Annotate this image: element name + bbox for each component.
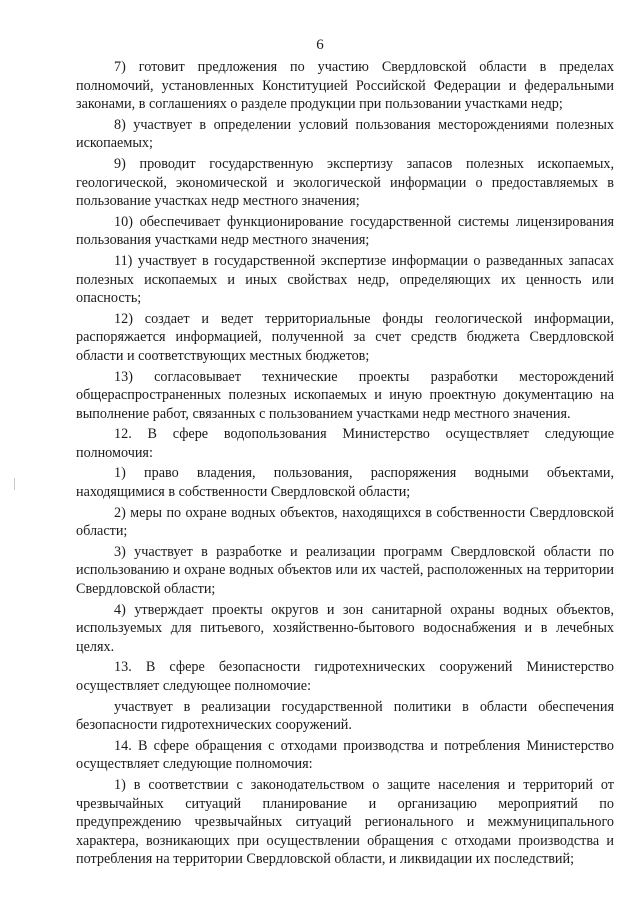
paragraph-item-9: 9) проводит государственную экспертизу запасов полезных ископаемых, геологической, экономической и экологической информации о предоставляемых в пользование участках недр местного значения; — [76, 155, 614, 210]
section-13-heading: 13. В сфере безопасности гидротехнических сооружений Министерство осуществляет следующее полномочие: — [76, 659, 614, 694]
paragraph-water-1: 1) право владения, пользования, распоряжения водными объектами, находящимися в собственности Свердловской области; — [76, 465, 614, 501]
paragraph-item-7: 7) готовит предложения по участию Свердловской области в пределах полномочий, установленных Конституцией Российской Федерации и федеральными законами, в соглашениях о разделе продукции при пользовании участками недр; — [76, 59, 614, 113]
paragraph-item-10: 10) обеспечивает функционирование государственной системы лицензирования пользования участками недр местного значения; — [76, 213, 614, 249]
paragraph-item-11: 11) участвует в государственной экспертизе информации о разведанных запасах полезных ископаемых и иных свойствах недр, определяющих их ценность или опасность; — [76, 252, 614, 307]
paragraph-hydro-1: участвует в реализации государственной политики в области обеспечения безопасности гидротехнических сооружений. — [76, 698, 614, 734]
paragraph-water-3: 3) участвует в разработке и реализации программ Свердловской области по использованию и охране водных объектов или их частей, расположенных на территории Свердловской области; — [76, 543, 614, 598]
paragraph-item-12: 12) создает и ведет территориальные фонды геологической информации, распоряжается информацией, полученной за счет средств бюджета Свердловской области и соответствующих местных бюджетов; — [76, 310, 614, 364]
paragraph-waste-1: 1) в соответствии с законодательством о защите населения и территорий от чрезвычайных ситуаций планирование и организацию мероприятий по предупреждению чрезвычайных ситуаций регионального и межмуниципального характера, возникающих при осуществлении обращения с отходами производства и потребления на территории Свердловской области, и ликвидации их последствий; — [76, 776, 614, 868]
page-number: 6 — [316, 37, 324, 53]
section-14-heading: 14. В сфере обращения с отходами производства и потребления Министерство осуществляет следующие полномочия: — [76, 737, 614, 773]
paragraph-water-4: 4) утверждает проекты округов и зон санитарной охраны водных объектов, используемых для питьевого, хозяйственно-бытового водоснабжения и в лечебных целях. — [76, 601, 614, 655]
margin-mark — [14, 478, 15, 490]
document-body — [76, 58, 614, 871]
paragraph-item-13: 13) согласовывает технические проекты разработки месторождений общераспространенных полезных ископаемых и иную проектную документацию на выполнение работ, связанных с пользованием участками недр местного значения. — [76, 368, 614, 422]
paragraph-item-8: 8) участвует в определении условий пользования месторождениями полезных ископаемых; — [76, 116, 614, 152]
paragraph-water-2: 2) меры по охране водных объектов, находящихся в собственности Свердловской области; — [76, 504, 614, 540]
section-12-heading: 12. В сфере водопользования Министерство осуществляет следующие полномочия: — [76, 426, 614, 461]
